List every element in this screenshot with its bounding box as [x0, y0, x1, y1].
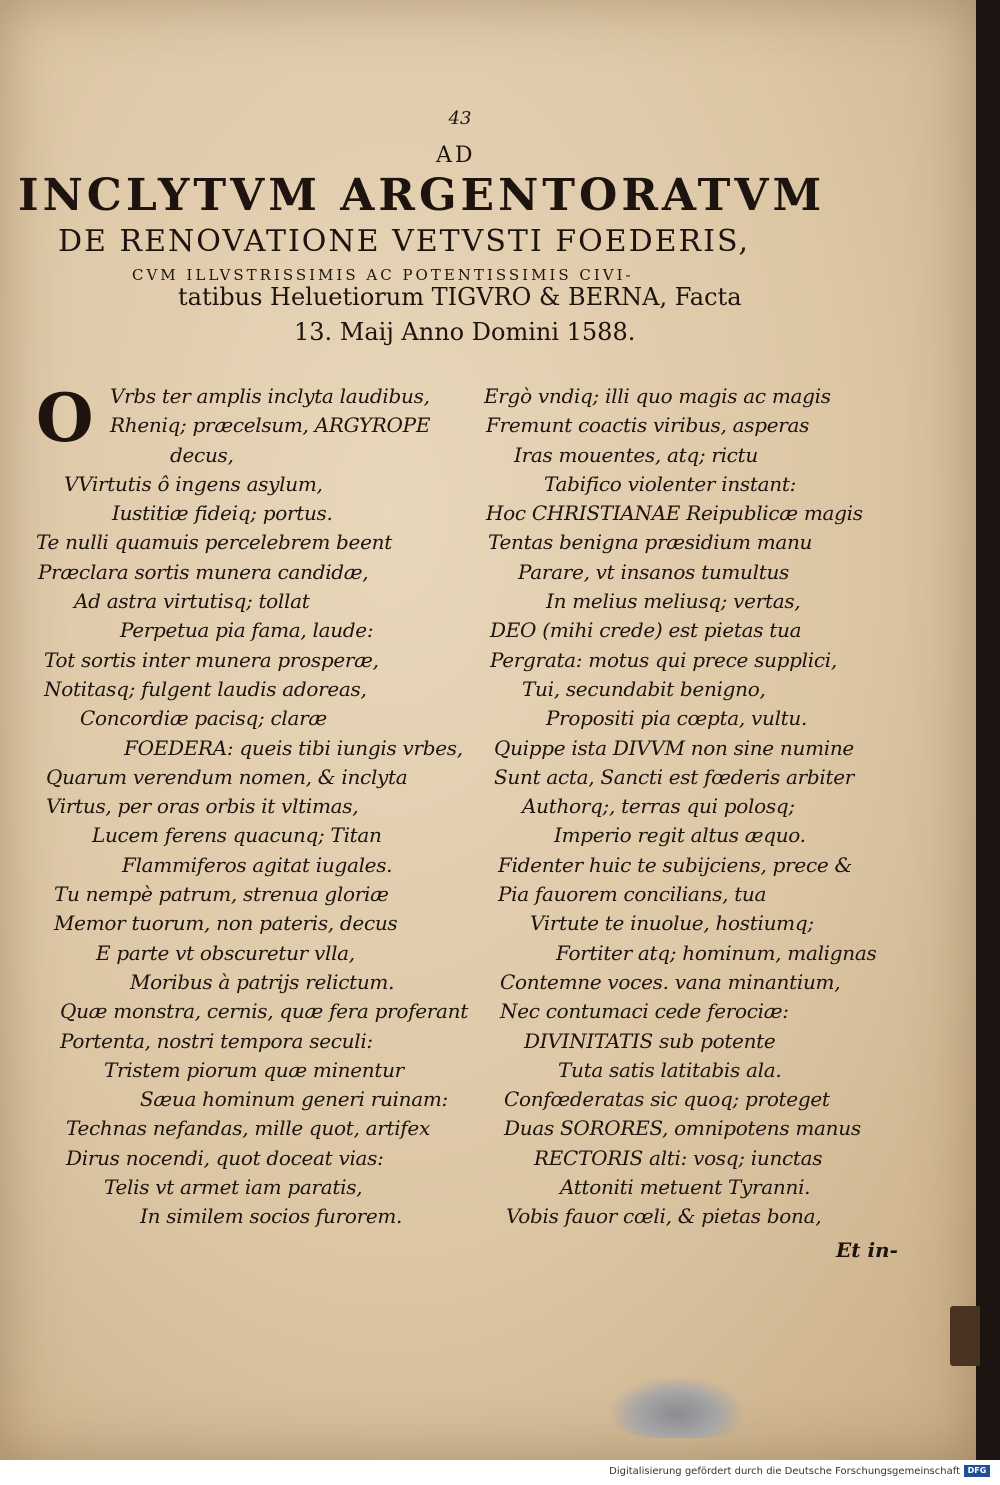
left-poem-column	[36, 379, 468, 1232]
verse-line: Fortiter atq; hominum, malignas	[556, 940, 877, 965]
verse-line: Ergò vndiq; illi quo magis ac magis	[484, 384, 831, 408]
verse-line: Parare, vt insanos tumultus	[518, 559, 790, 584]
verse-line: DEO (mihi crede) est pietas tua	[490, 618, 802, 643]
verse-line: Dirus nocendi, quot doceat vias:	[66, 1145, 384, 1170]
verse-line: E parte vt obscuretur vlla,	[96, 940, 355, 965]
verse-line: Quæ monstra, cernis, quæ fera proferant	[60, 999, 468, 1024]
verse-line: Iras mouentes, atq; rictu	[514, 442, 758, 467]
right-poem-column	[484, 382, 884, 1232]
verse-line: Memor tuorum, non pateris, decus	[54, 911, 398, 936]
verse-line: Pergrata: motus qui prece supplici,	[490, 647, 837, 672]
verse-line: Concordiæ pacisq; claræ	[80, 706, 327, 731]
title-line-1: INCLYTVM ARGENTORATVM	[18, 170, 826, 221]
verse-line: In melius meliusq; vertas,	[546, 589, 801, 614]
verse-line: Vobis fauor cœli, & pietas bona,	[506, 1204, 822, 1229]
verse-line: Iustitiæ fideiq; portus.	[112, 501, 333, 526]
verse-line: Notitasq; fulgent laudis adoreas,	[44, 676, 367, 701]
verse-line: Hoc CHRISTIANAE Reipublicæ magis	[486, 501, 863, 526]
verse-line: Ad astra virtutisq; tollat	[74, 589, 310, 614]
verse-line: Tentas benigna præsidium manu	[488, 530, 813, 555]
verse-line: Tot sortis inter munera prosperæ,	[44, 647, 379, 672]
verse-line: RECTORIS alti: vosq; iunctas	[534, 1145, 823, 1170]
title-line-5: 13. Maij Anno Domini 1588.	[294, 318, 636, 346]
verse-line: Authorq;, terras qui polosq;	[522, 794, 795, 819]
verse-line: Pia fauorem concilians, tua	[498, 882, 767, 907]
verse-line: Lucem ferens quacunq; Titan	[92, 823, 382, 848]
verse-line: Portenta, nostri tempora seculi:	[60, 1028, 373, 1053]
verse-line: Tabifico violenter instant:	[544, 471, 797, 496]
verse-line: Tristem piorum quæ minentur	[104, 1057, 404, 1082]
verse-line: Tu nempè patrum, strenua gloriæ	[54, 882, 389, 907]
page-number: 43	[448, 108, 472, 129]
verse-line: Contemne voces. vana minantium,	[500, 969, 841, 994]
verse-line: Duas SORORES, omnipotens manus	[504, 1116, 861, 1141]
verse-line: Attoniti metuent Tyranni.	[560, 1175, 811, 1200]
verse-line: Rheniq; præcelsum, ARGYROPE	[110, 413, 431, 438]
verse-line: Perpetua pia fama, laude:	[120, 618, 374, 643]
verse-line: Tuta satis latitabis ala.	[558, 1057, 782, 1082]
title-line-2: DE RENOVATIONE VETVSTI FOEDERIS,	[58, 224, 750, 259]
verse-line: Telis vt armet iam paratis,	[104, 1175, 363, 1200]
title-line-3: CVM ILLVSTRISSIMIS AC POTENTISSIMIS CIVI-	[132, 266, 634, 284]
title-line-4: tatibus Heluetiorum TIGVRO & BERNA, Facta	[178, 283, 742, 311]
page-edge-tab	[950, 1306, 980, 1366]
verse-line: decus,	[170, 442, 234, 467]
heading-ad: AD	[436, 143, 476, 168]
verse-line: Quarum verendum nomen, & inclyta	[46, 764, 408, 789]
verse-line: Virtus, per oras orbis it vltimas,	[46, 794, 359, 819]
verse-line: Moribus à patrijs relictum.	[130, 969, 395, 994]
dfg-logo-icon: DFG	[964, 1465, 990, 1477]
page-stain	[612, 1378, 742, 1438]
verse-line: Propositi pia cœpta, vultu.	[546, 706, 808, 731]
verse-line: Sunt acta, Sancti est fœderis arbiter	[494, 764, 855, 789]
verse-line: Tui, secundabit benigno,	[522, 676, 766, 701]
verse-line: VVirtutis ô ingens asylum,	[64, 471, 323, 496]
digitization-credit: Digitalisierung gefördert durch die Deutsche Forschungsgemeinschaft	[609, 1466, 960, 1477]
verse-line: Fidenter huic te subijciens, prece &	[498, 852, 852, 877]
verse-line: Virtute te inuolue, hostiumq;	[530, 911, 814, 936]
verse-line: Technas nefandas, mille quot, artifex	[66, 1116, 430, 1141]
verse-line: Imperio regit altus æquo.	[554, 823, 806, 848]
verse-line: Vrbs ter amplis inclyta laudibus,	[110, 384, 430, 408]
verse-line: Quippe ista DIVVM non sine numine	[494, 735, 854, 760]
verse-line: Præclara sortis munera candidæ,	[38, 559, 369, 584]
verse-line: Te nulli quamuis percelebrem beent	[36, 530, 392, 555]
catchword: Et in-	[836, 1238, 898, 1262]
verse-line: Fremunt coactis viribus, asperas	[486, 413, 810, 438]
verse-line: Sæua hominum generi ruinam:	[140, 1087, 448, 1112]
verse-line: Flammiferos agitat iugales.	[122, 852, 393, 877]
verse-line: FOEDERA: queis tibi iungis vrbes,	[124, 735, 463, 760]
verse-line: Nec contumaci cede ferociæ:	[500, 999, 789, 1024]
verse-line: DIVINITATIS sub potente	[524, 1028, 776, 1053]
verse-line: Confœderatas sic quoq; proteget	[504, 1087, 830, 1112]
verse-line: In similem socios furorem.	[140, 1204, 403, 1229]
drop-cap: O	[36, 379, 94, 457]
